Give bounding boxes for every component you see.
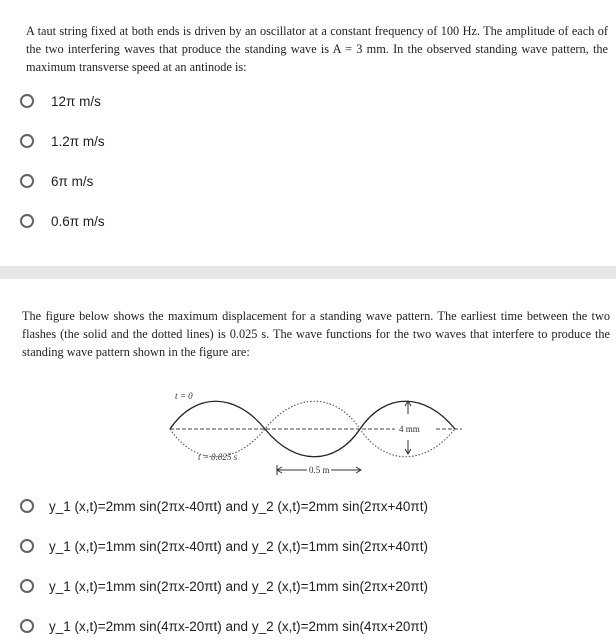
option-label: y_1 (x,t)=1mm sin(2πx-40πt) and y_2 (x,t)=1mm sin(2πx+40πt) [49, 538, 428, 554]
card-separator [0, 266, 616, 279]
q2-option-4[interactable] [20, 615, 428, 637]
radio-button[interactable] [20, 174, 34, 188]
question-2-text: The figure below shows the maximum displacement for a standing wave pattern. The earliest time between the two flashes (the solid and the dotted lines) is 0.025 s. The wave functions for the two waves that interfere to produce the standing wave pattern shown in the figure are: [22, 309, 610, 359]
t0-label: t = 0 [175, 391, 193, 401]
radio-button[interactable] [20, 619, 34, 633]
t1-label: t = 0.025 s [198, 452, 238, 462]
radio-button[interactable] [20, 539, 34, 553]
q1-option-4[interactable] [20, 210, 105, 232]
amplitude-label: 4 mm [399, 424, 420, 434]
length-label: 0.5 m [309, 465, 330, 475]
q1-option-2[interactable] [20, 130, 105, 152]
option-label: y_1 (x,t)=1mm sin(2πx-20πt) and y_2 (x,t)=1mm sin(2πx+20πt) [49, 578, 428, 594]
option-label: 1.2π m/s [51, 133, 105, 149]
option-label: y_1 (x,t)=2mm sin(2πx-40πt) and y_2 (x,t)=2mm sin(2πx+40πt) [49, 498, 428, 514]
q2-option-3[interactable] [20, 575, 428, 597]
radio-button[interactable] [20, 94, 34, 108]
q2-option-2[interactable] [20, 535, 428, 557]
question-card-2 [0, 279, 616, 643]
option-label: 12π m/s [51, 93, 101, 109]
radio-button[interactable] [20, 579, 34, 593]
option-label: y_1 (x,t)=2mm sin(4πx-20πt) and y_2 (x,t)=2mm sin(4πx+20πt) [49, 618, 428, 634]
option-label: 0.6π m/s [51, 213, 105, 229]
question-1-text: A taut string fixed at both ends is driven by an oscillator at a constant frequency of 100 Hz. The amplitude of each of the two interfering waves that produce the standing wave is A = 3 mm. In the observed standing wave pattern, the maximum transverse speed at an antinode is: [26, 24, 608, 74]
question-card-1 [0, 0, 616, 266]
option-label: 6π m/s [51, 173, 94, 189]
radio-button[interactable] [20, 134, 34, 148]
standing-wave-figure [165, 390, 465, 475]
radio-button[interactable] [20, 499, 34, 513]
q1-option-1[interactable] [20, 90, 101, 112]
radio-button[interactable] [20, 214, 34, 228]
q2-option-1[interactable] [20, 495, 428, 517]
q1-option-3[interactable] [20, 170, 93, 192]
